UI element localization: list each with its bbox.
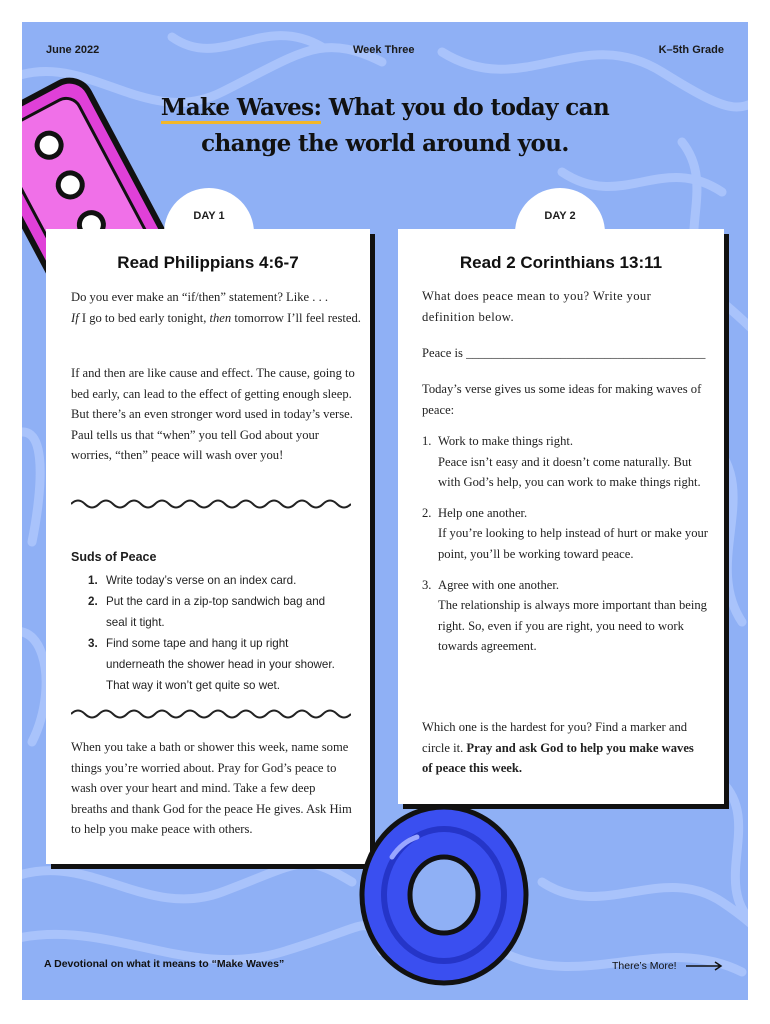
step-number: 2. (88, 595, 98, 608)
day-2-lead: Today’s verse gives us some ideas for making waves of peace: (422, 382, 702, 417)
wave-divider-1 (71, 497, 351, 511)
suds-step (88, 633, 348, 696)
peace-blank-line: ______________________________________ (466, 346, 706, 360)
item-body: If you’re looking to help instead of hurt or make your point, you’ll be working toward peace. (438, 526, 708, 561)
peace-list (422, 431, 712, 667)
day-2-closing (422, 717, 707, 779)
list-item (422, 503, 712, 565)
item-number: 1. (422, 434, 432, 448)
step-number: 3. (88, 637, 98, 650)
item-head: Agree with one another. (438, 577, 559, 592)
ring-illustration (352, 797, 532, 987)
day-2-heading: Read 2 Corinthians 13:11 (459, 253, 663, 272)
list-item (422, 431, 712, 493)
day-1-card (46, 229, 370, 864)
header-date: June 2022 (46, 44, 100, 56)
day-1-para-2: If and then are like cause and effect. The cause, going to bed early, can lead to the effect of getting enough sleep. But there’s an even stronger word used in today’s verse. Paul tells us that “when” you tell God about your worries, “then” peace will wash over you! (71, 366, 355, 463)
more-link-label: There’s More! (612, 960, 677, 972)
item-body: Peace isn’t easy and it doesn’t come naturally. But with God’s help, you can work to make things right. (438, 454, 701, 490)
item-number: 3. (422, 577, 432, 592)
tab-day-1: DAY 1 (164, 188, 254, 248)
header-grade: K–5th Grade (658, 44, 724, 56)
item-head: Help one another. (438, 505, 528, 520)
para-1-then: then (209, 310, 232, 325)
more-link[interactable] (612, 960, 724, 972)
item-number: 2. (422, 505, 432, 520)
day-1-para-3: When you take a bath or shower this week, name some things you’re worried about. Pray for God’s peace to wash over your heart and mind. Take a few deep breaths and thank God for the peace He gives. Ask Him to help you make peace with others. (71, 740, 352, 837)
suds-title: Suds of Peace (71, 550, 157, 564)
peace-blank-label: Peace is (422, 346, 463, 360)
title-line2: change the world around you. (201, 130, 569, 157)
header-week: Week Three (353, 44, 415, 56)
title-rest-line1: What you do today can (321, 94, 610, 121)
footer-tagline: A Devotional on what it means to “Make Waves” (44, 958, 285, 970)
peace-blank (422, 343, 712, 364)
title-underlined: Make Waves: (161, 94, 322, 124)
step-text: Find some tape and hang it up right underneath the shower head in your shower. That way it won’t get quite so wet. (106, 637, 335, 692)
suds-step (88, 591, 348, 633)
para-1-a: Do you ever make an “if/then” statement? Like . . . (71, 290, 329, 304)
para-1-if: If (71, 310, 79, 325)
closing-plain: Which one is the hardest for you? Find a marker and circle it. (422, 720, 688, 755)
day-2-card (398, 229, 724, 804)
step-number: 1. (88, 574, 98, 587)
para-1-c: tomorrow I’ll feel rested. (231, 310, 361, 325)
day-1-para-1 (71, 287, 361, 328)
item-head: Work to make things right. (438, 434, 574, 448)
page-title (122, 90, 648, 162)
suds-step (88, 570, 348, 591)
suds-steps (88, 570, 348, 696)
wave-divider-2 (71, 707, 351, 721)
arrow-right-icon (686, 961, 724, 971)
item-body: The relationship is always more important than being right. So, even if you are right, you need to work towards agreement. (438, 598, 707, 654)
list-item (422, 575, 712, 657)
step-text: Put the card in a zip-top sandwich bag and seal it tight. (106, 595, 326, 629)
day-1-heading: Read Philippians 4:6-7 (117, 253, 299, 272)
day-2-intro: What does peace mean to you? Write your definition below. (422, 289, 652, 324)
para-1-b: I go to bed early tonight, (78, 310, 210, 325)
tab-day-2: DAY 2 (515, 188, 605, 248)
step-text: Write today’s verse on an index card. (106, 574, 297, 587)
worksheet-page (22, 22, 748, 1000)
closing-bold: Pray and ask God to help you make waves of peace this week. (422, 740, 694, 776)
